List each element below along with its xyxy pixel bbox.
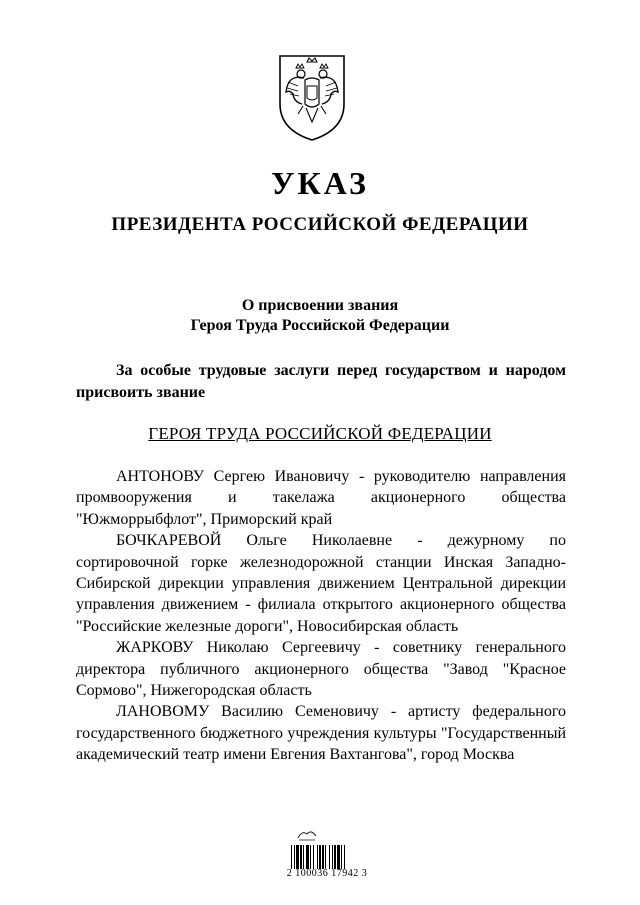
decree-subtitle: ПРЕЗИДЕНТА РОССИЙСКОЙ ФЕДЕРАЦИИ [111, 214, 529, 235]
recipient-entry: ЛАНОВОМУ Василию Семеновичу - артисту федерального государственного бюджетного учреждения культуры "Государственный академический театр имени Евгения Вахтангова", город Москва [76, 703, 566, 764]
recipient-entry: БОЧКАРЕВОЙ Ольге Николаевне - дежурному по сортировочной горке железнодорожной станции Инская Западно-Сибирской дирекции управления движением Центральной дирекции управления движением - филиала открытого акционерного общества "Российские железные дороги", Новосибирская область [76, 532, 566, 635]
decree-heading [0, 296, 640, 336]
barcode-number: 2 100036 17942 3 [286, 868, 368, 879]
decree-title: УКАЗ [271, 165, 369, 201]
intro-line-2: присвоить звание [76, 384, 206, 401]
recipient-entry: АНТОНОВУ Сергею Ивановичу - руководителю направления промвооружения и такелажа акционерного общества "Южморрыбфлот", Приморский край [76, 468, 566, 528]
heading-line-1: О присвоении звания [241, 297, 399, 314]
heading-line-2: Героя Труда Российской Федерации [190, 317, 450, 334]
decree-intro [76, 360, 566, 404]
barcode-icon [291, 845, 367, 869]
stamp-icon [296, 828, 318, 842]
recipients-list [76, 466, 566, 766]
coat-of-arms-emblem [276, 52, 348, 142]
recipient-entry: ЖАРКОВУ Николаю Сергеевичу - советнику генерального директора публичного акционерного общества "Завод "Красное Сормово", Нижегородская область [76, 639, 566, 700]
intro-line-1: За особые трудовые заслуги перед государством и народом [116, 362, 566, 379]
award-title: ГЕРОЯ ТРУДА РОССИЙСКОЙ ФЕДЕРАЦИИ [148, 424, 492, 443]
